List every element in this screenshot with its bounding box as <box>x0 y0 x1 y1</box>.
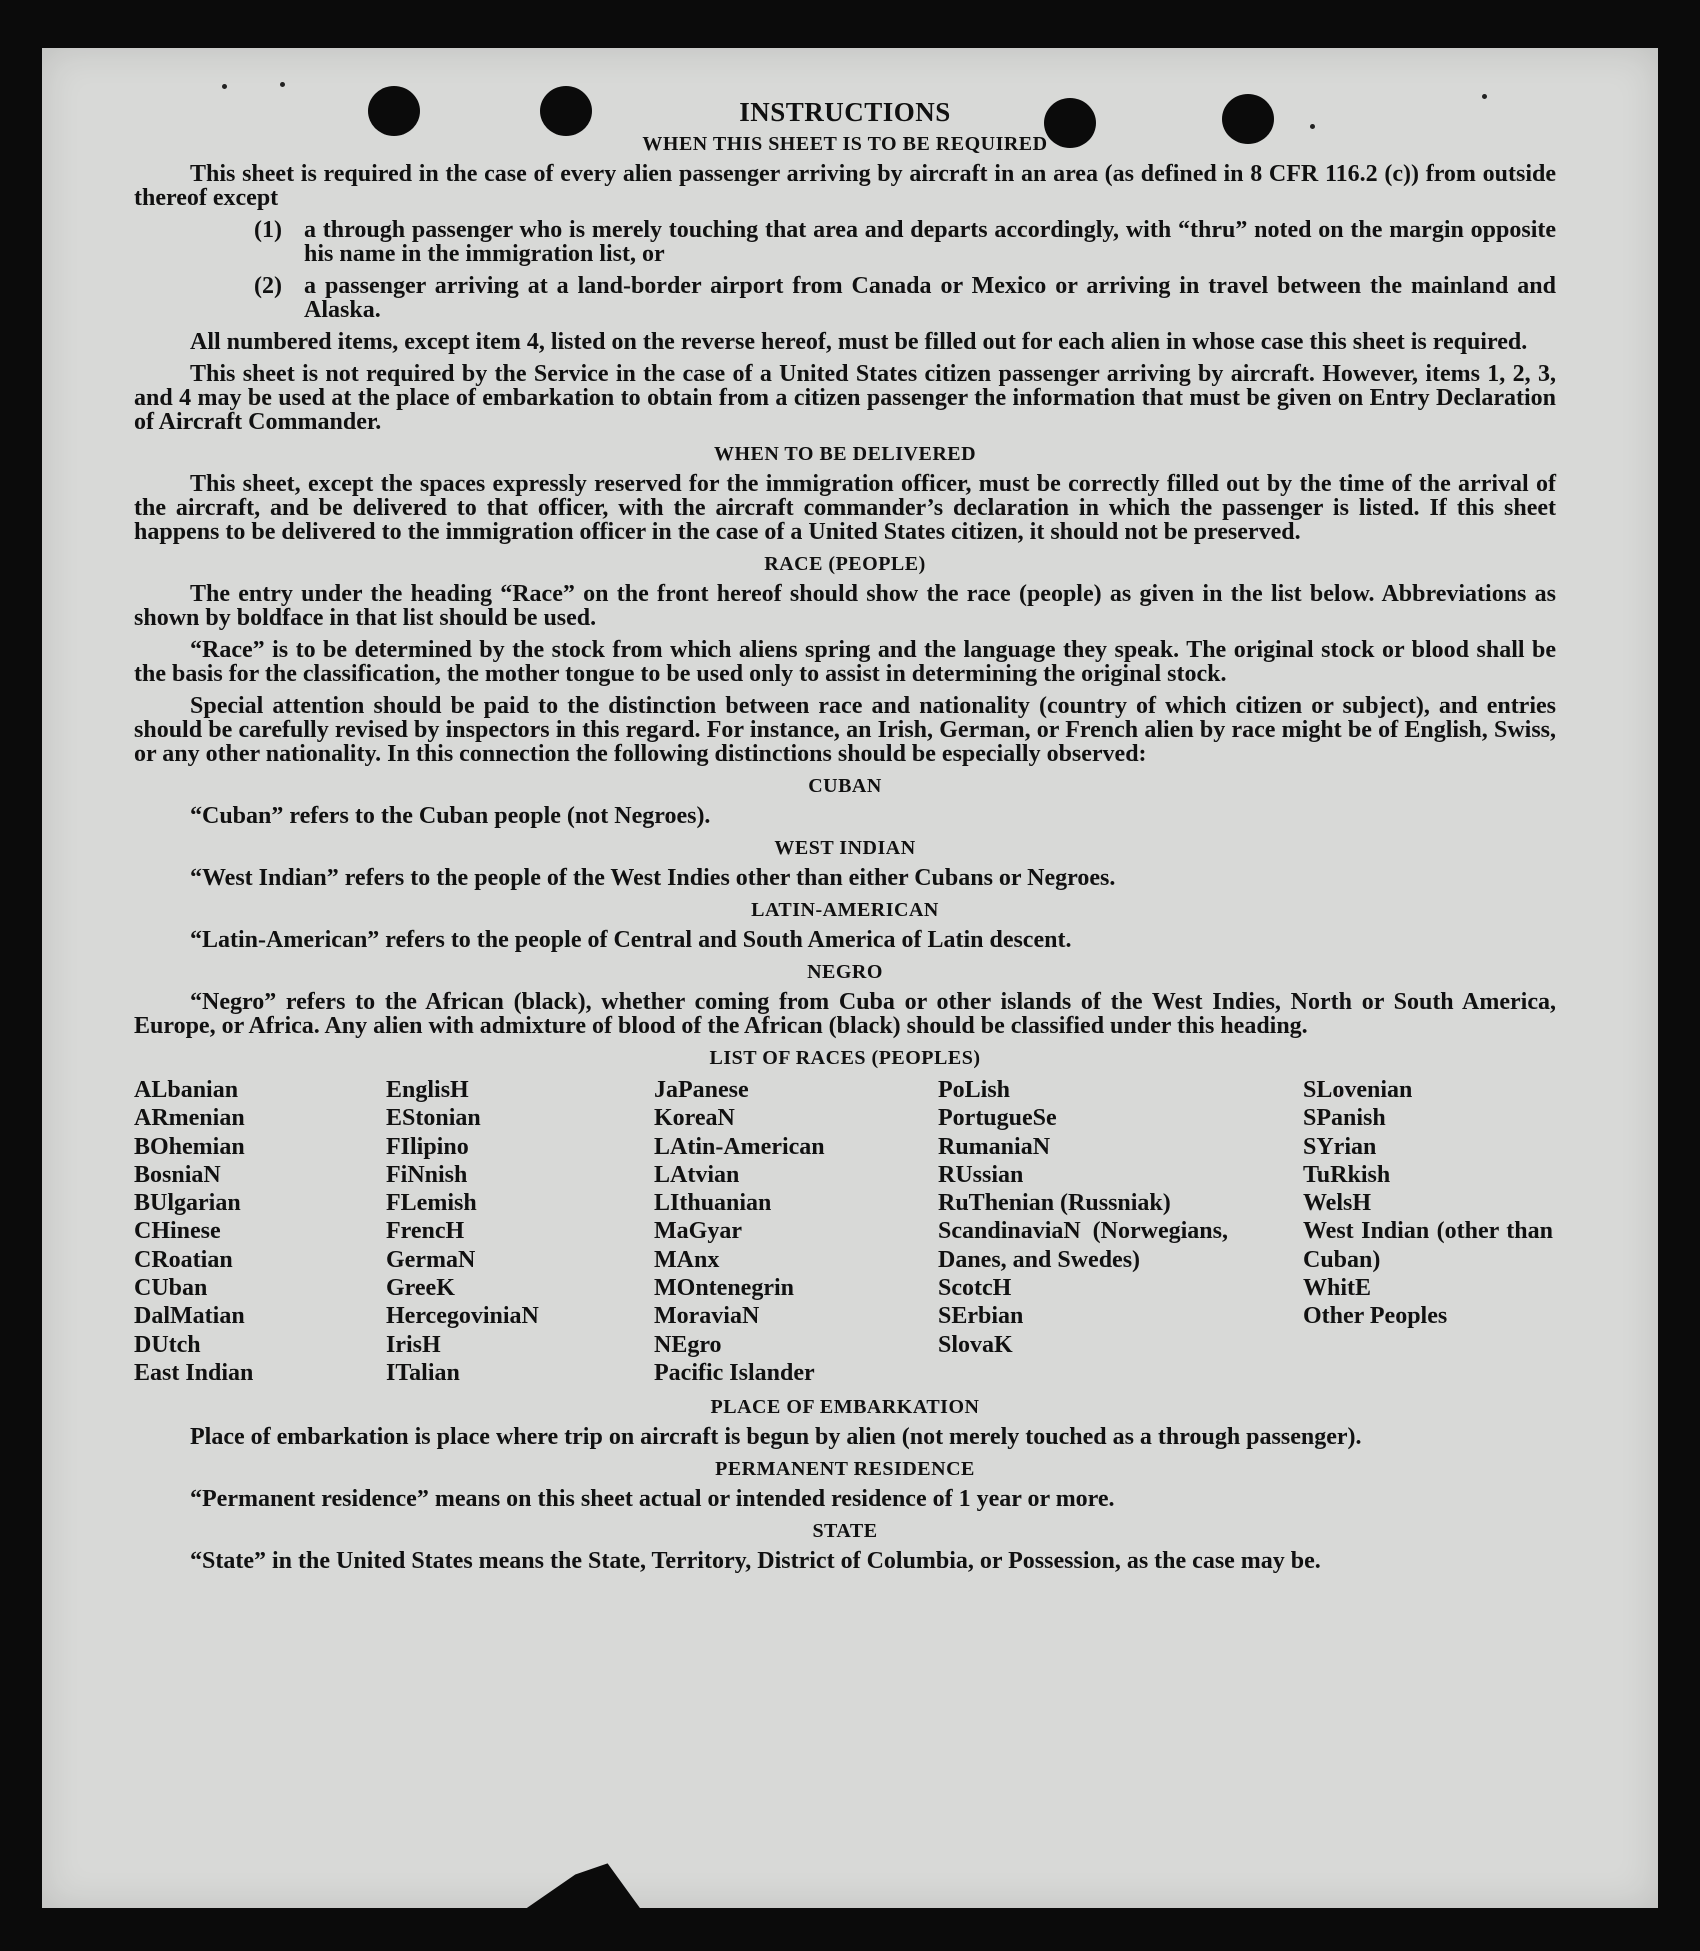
paragraph: This sheet, except the spaces expressly reserved for the immigration officer, must be correctly filled out by the time of the arrival of the aircraft, and be delivered to that officer, with the aircraft commander’s declaration in which the passenger is listed. If this sheet happens to be delivered to the immigration officer in the case of a United States citizen, it should not be preserved. <box>134 471 1556 545</box>
race-entry: BOhemian <box>134 1133 245 1160</box>
race-entry: TuRkish <box>1303 1161 1391 1188</box>
race-entry: BUlgarian <box>134 1190 241 1217</box>
item-number: (1) <box>254 217 282 243</box>
race-entry: SErbian <box>938 1303 1024 1330</box>
race-entry: Pacific Islander <box>654 1359 815 1386</box>
race-entry: LAtin-American <box>654 1133 825 1160</box>
race-entry: JaPanese <box>654 1077 749 1103</box>
paragraph: Special attention should be paid to the distinction between race and nationality (country of which citizen or subject), and entries should be carefully revised by inspectors in this regard. For instance, an Irish, German, or French alien by race might be of English, Swiss, or any other nationality. In this connection the following distinctions should be especially observed: <box>134 693 1556 767</box>
race-entry: East Indian <box>134 1359 254 1386</box>
paragraph: “Negro” refers to the African (black), whether coming from Cuba or other islands of the West Indies, North or South America, Europe, or Africa. Any alien with admixture of blood of the African (black) should be classified under this heading. <box>134 989 1556 1039</box>
race-entry: MaGyar <box>654 1218 742 1245</box>
section-heading: WEST INDIAN <box>774 837 916 859</box>
paragraph: This sheet is required in the case of every alien passenger arriving by aircraft in an area (as defined in 8 CFR 116.2 (c)) from outside thereof except <box>134 161 1556 211</box>
list-item <box>254 218 1556 266</box>
item-number: (2) <box>254 273 282 299</box>
item-text: a passenger arriving at a land-border airport from Canada or Mexico or arriving in travel between the mainland and Alaska. <box>304 273 1556 323</box>
race-entry: DalMatian <box>134 1303 245 1330</box>
race-entry: Other Peoples <box>1303 1303 1448 1330</box>
race-entry: MoraviaN <box>654 1303 760 1330</box>
race-entry: CHinese <box>134 1218 221 1245</box>
section-heading: STATE <box>812 1520 878 1543</box>
race-entry: SPanish <box>1303 1105 1386 1132</box>
speck <box>1482 94 1487 99</box>
paragraph: This sheet is not required by the Service in the case of a United States citizen passenger arriving by aircraft. However, items 1, 2, 3, and 4 may be used at the place of embarkation to obtain from a citizen passenger the information that must be given on Entry Declaration of Aircraft Commander. <box>134 361 1556 435</box>
section-heading: NEGRO <box>807 961 883 983</box>
race-entry: GreeK <box>386 1275 455 1302</box>
race-column <box>1303 1076 1553 1387</box>
section-heading: CUBAN <box>808 775 882 797</box>
item-text: a through passenger who is merely touching that area and departs accordingly, with “thru” noted on the margin opposite his name in the immigration list, or <box>304 217 1556 267</box>
race-entry: CUban <box>134 1275 208 1302</box>
race-entry: FiNnish <box>386 1161 468 1188</box>
race-entry: FrencH <box>386 1218 465 1245</box>
race-entry: PortugueSe <box>938 1105 1057 1132</box>
race-entry: CRoatian <box>134 1246 233 1273</box>
race-entry: SYrian <box>1303 1133 1377 1160</box>
paragraph: All numbered items, except item 4, listed on the reverse hereof, must be filled out for each alien in whose case this sheet is required. <box>190 329 1528 355</box>
race-entry: KoreaN <box>654 1105 735 1132</box>
race-entry: EnglisH <box>386 1077 469 1103</box>
race-entry: BosniaN <box>134 1161 221 1188</box>
race-column <box>654 1076 938 1387</box>
race-entry: WhitE <box>1303 1275 1372 1302</box>
race-entry: FIlipino <box>386 1133 469 1160</box>
paragraph: “Permanent residence” means on this sheet actual or intended residence of 1 year or more. <box>190 1486 1115 1513</box>
race-entry: ScotcH <box>938 1275 1012 1302</box>
race-entry: ALbanian <box>134 1077 239 1103</box>
race-entry: HercegoviniaN <box>386 1303 539 1330</box>
race-column <box>938 1076 1228 1387</box>
race-list <box>134 1076 1556 1387</box>
race-entry: MAnx <box>654 1246 720 1273</box>
section-heading: RACE (PEOPLE) <box>764 553 926 575</box>
race-entry: LIthuanian <box>654 1190 772 1217</box>
race-entry: RumaniaN <box>938 1133 1051 1160</box>
race-entry: ARmenian <box>134 1105 245 1132</box>
section-heading: WHEN THIS SHEET IS TO BE REQUIRED <box>642 133 1048 155</box>
page-title: INSTRUCTIONS <box>739 97 951 127</box>
race-column <box>386 1076 654 1387</box>
race-entry: ScandinaviaN (Norwegians, Danes, and Swedes) <box>938 1218 1228 1273</box>
race-entry: RUssian <box>938 1161 1024 1188</box>
race-entry: GermaN <box>386 1246 476 1273</box>
race-entry: ITalian <box>386 1359 460 1386</box>
instructions-body <box>134 97 1556 1581</box>
section-heading: LATIN-AMERICAN <box>751 899 939 921</box>
speck <box>280 82 285 87</box>
section-heading: WHEN TO BE DELIVERED <box>713 443 977 465</box>
race-entry: NEgro <box>654 1331 722 1358</box>
speck <box>222 84 227 89</box>
paragraph: “Race” is to be determined by the stock from which aliens spring and the language they speak. The original stock or blood shall be the basis for the classification, the mother tongue to be used only to assist in determining the original stock. <box>134 637 1556 687</box>
section-heading: LIST OF RACES (PEOPLES) <box>709 1047 981 1069</box>
race-entry: PoLish <box>938 1077 1011 1103</box>
race-entry: FLemish <box>386 1190 477 1217</box>
race-entry: WelsH <box>1303 1190 1372 1217</box>
list-item <box>254 274 1556 322</box>
paragraph: The entry under the heading “Race” on the front hereof should show the race (people) as given in the list below. Abbreviations as shown by boldface in that list should be used. <box>134 581 1556 631</box>
paragraph: Place of embarkation is place where trip on aircraft is begun by alien (not merely touched as a through passenger). <box>190 1424 1362 1451</box>
race-entry: EStonian <box>386 1105 481 1132</box>
race-entry: West Indian (other than Cuban) <box>1303 1218 1553 1273</box>
paragraph: “Cuban” refers to the Cuban people (not Negroes). <box>190 803 711 829</box>
race-entry: LAtvian <box>654 1161 740 1188</box>
section-heading: PERMANENT RESIDENCE <box>715 1458 975 1481</box>
race-entry: SlovaK <box>938 1331 1013 1358</box>
race-entry: SLovenian <box>1303 1077 1413 1103</box>
race-entry: MOntenegrin <box>654 1275 794 1302</box>
paragraph: “State” in the United States means the State, Territory, District of Columbia, or Possession, as the case may be. <box>190 1548 1321 1575</box>
race-entry: IrisH <box>386 1331 441 1358</box>
race-entry: DUtch <box>134 1331 201 1358</box>
paragraph: “Latin-American” refers to the people of Central and South America of Latin descent. <box>190 927 1072 953</box>
race-column <box>134 1076 386 1387</box>
section-heading: PLACE OF EMBARKATION <box>710 1396 980 1419</box>
paragraph: “West Indian” refers to the people of the West Indies other than either Cubans or Negroes. <box>190 865 1116 891</box>
race-entry: RuThenian (Russniak) <box>938 1190 1171 1217</box>
